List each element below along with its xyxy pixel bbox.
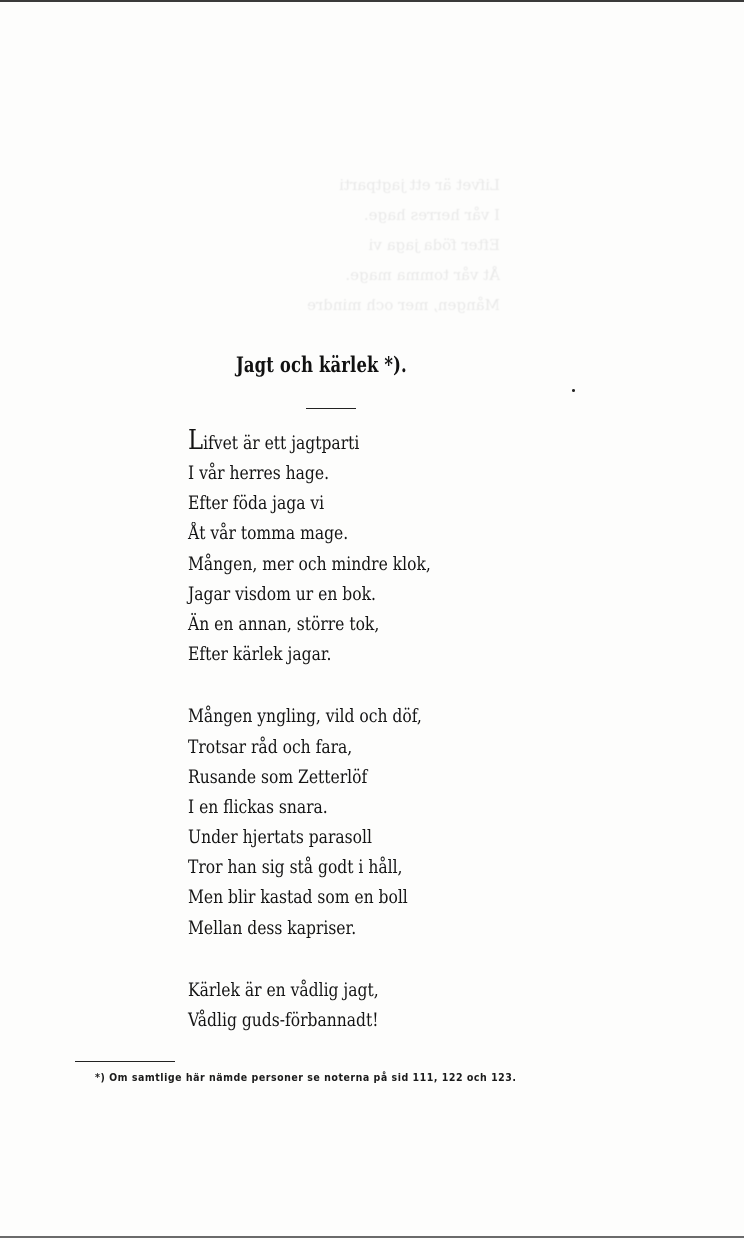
poem-line-text: ifvet är ett jagtparti: [203, 433, 360, 454]
poem-title: Jagt och kärlek *).: [236, 352, 407, 377]
poem-line: Trotsar råd och fara,: [188, 736, 353, 758]
poem-line: Tror han sig stå godt i håll,: [188, 857, 403, 879]
stanza: [188, 976, 508, 1036]
bleed-through-text: Lifvet är ett jagtparti I vår herres hage. Efter föda jaga vi Åt vår tomma mage. Mången, mer och mindre: [307, 176, 500, 314]
poem-line: Mellan dess kapriser.: [188, 917, 357, 939]
poem-line: Än en annan, större tok,: [188, 613, 380, 635]
poem-line: Jagar visdom ur en bok.: [188, 583, 376, 605]
poem-line: Vådlig guds-förbannadt!: [188, 1010, 379, 1031]
drop-cap: L: [188, 425, 204, 456]
poem-line: I vår herres hage.: [188, 463, 330, 484]
poem-body: [188, 427, 508, 1068]
poem-line: Efter kärlek jagar.: [188, 644, 332, 666]
footnote-rule: [75, 1061, 175, 1062]
poem-line: Men blir kastad som en boll: [188, 887, 408, 909]
poem-line: Åt vår tomma mage.: [188, 523, 349, 545]
poem-line: Mången yngling, vild och döf,: [188, 706, 422, 728]
page-bottom-edge: [0, 1236, 744, 1238]
poem-line: Kärlek är en vådlig jagt,: [188, 979, 379, 1001]
poem-line: Rusande som Zetterlöf: [188, 766, 368, 788]
print-speck: [572, 389, 575, 392]
poem-line: I en flickas snara.: [188, 796, 328, 818]
footnote: *) Om samtlige här nämde personer se noterna på sid 111, 122 och 123.: [95, 1071, 517, 1084]
stanza: [188, 702, 508, 944]
title-rule: [306, 408, 356, 409]
poem-line: Efter föda jaga vi: [188, 493, 325, 515]
poem-line: [188, 427, 457, 459]
page-top-edge: [0, 0, 744, 2]
stanza: [188, 427, 508, 670]
poem-line: Under hjertats parasoll: [188, 827, 372, 849]
poem-line: Mången, mer och mindre klok,: [188, 553, 431, 575]
